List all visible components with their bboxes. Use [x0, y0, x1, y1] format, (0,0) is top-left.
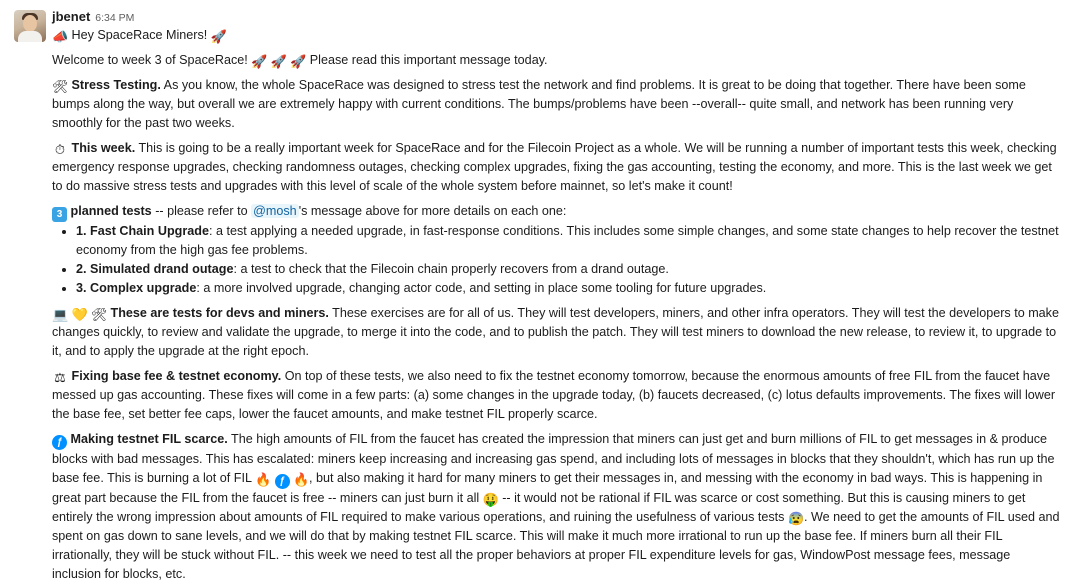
planned-post: 's message above for more details on each one:	[298, 204, 567, 218]
list-item-body: : a test to check that the Filecoin chain properly recovers from a drand outage.	[233, 262, 669, 276]
planned-pre: -- please refer to	[155, 204, 248, 218]
hammer-pick-icon: 🛠	[91, 307, 108, 322]
rocket-icon: 🚀	[270, 54, 287, 69]
message-header	[52, 8, 1062, 26]
greeting-line	[52, 26, 1062, 45]
week-body: This is going to be a really important week for SpaceRace and for the Filecoin Project as a whole. We will be running a number of important tests this week, checking emergency response upgrades, checking randomness outages, checking complex upgrades, fixing the gas accounting, testing the economy, and more. This is the last week we get to do massive stress tests and upgrades with this level of scale of the whole system before mainnet, so let's make it count!	[52, 141, 1057, 193]
message-content	[52, 8, 1062, 584]
scarce-title: Making testnet FIL scarce.	[70, 432, 228, 446]
timestamp[interactable]: 6:34 PM	[95, 12, 135, 24]
fee-paragraph	[52, 367, 1062, 424]
list-item-title: 2. Simulated drand outage	[76, 262, 234, 276]
laptop-icon: 💻	[52, 307, 69, 322]
greeting-text: Hey SpaceRace Miners!	[71, 28, 208, 42]
fire-icon: 🔥	[293, 472, 310, 487]
fee-body: On top of these tests, we also need to fix the testnet economy tomorrow, because the enormous amounts of free FIL from the faucet have messed up gas accounting. These fixes will come in a few parts: (a) some changes in the upgrade today, (b) faucets decreased, (c) lotus defaults improvements. The fixes will lower the base fee, set better fee caps, lower the faucet amounts, and make testnet FIL properly scarce.	[52, 369, 1056, 421]
welcome-line	[52, 51, 1062, 70]
rocket-icon: 🚀	[210, 29, 227, 44]
list-item-body: : a test applying a needed upgrade, in fast-response conditions. This includes some simple changes, and some state changes to help recover the testnet economy from the high gas fee problems.	[76, 224, 1059, 257]
scarce-body-3: -- it would not be rational if FIL was scarce or cost something. But this is causing miners to get entirely the wrong impression about amounts of FIL required to make various operations, and ruining the usefulness of various tests	[52, 491, 1026, 524]
welcome-tail-text: Please read this important message today.	[309, 53, 548, 67]
filecoin-icon: ƒ	[52, 435, 67, 450]
week-title: This week.	[71, 141, 136, 155]
scarce-body-4: . We need to get the amounts of FIL used and spent on gas down to sane levels, and we will do that by making testnet FIL scarce. This will make it much more irrational to run up the base fee. If miners burn all their FIL irrationally, they will be stuck without FIL. -- this week we need to test all the proper behaviors at proper FIL expenditure levels for gas, WindowPost message fees, message inclusion for blocks, etc.	[52, 510, 1060, 581]
scales-icon: ⚖	[54, 370, 66, 385]
planned-title: planned tests	[70, 204, 152, 218]
week-paragraph	[52, 139, 1062, 196]
heart-icon: 💛	[71, 307, 88, 322]
stopwatch-icon: ⏱	[54, 142, 66, 157]
scarce-paragraph	[52, 430, 1062, 584]
hammer-wrench-icon: 🛠	[52, 79, 69, 94]
list-item-title: 1. Fast Chain Upgrade	[76, 224, 209, 238]
mention-mosh[interactable]: @mosh	[253, 204, 297, 218]
stress-title: Stress Testing.	[71, 78, 161, 92]
planned-paragraph	[52, 202, 1062, 222]
devs-title: These are tests for devs and miners.	[110, 306, 329, 320]
rocket-icon: 🚀	[251, 54, 268, 69]
scarce-body-1: The high amounts of FIL from the faucet has created the impression that miners can just get and burn millions of FIL to get messages in & produce blocks with bad messages. This has escalated: miners keep increasing and increasing gas spend, and including lots of messages in blocks that they shouldn't, which has run up the base fee. This is burning a lot of FIL	[52, 432, 1055, 485]
fee-title: Fixing base fee & testnet economy.	[71, 369, 282, 383]
list-item	[76, 222, 1062, 260]
filecoin-icon: ƒ	[275, 474, 290, 489]
author-name[interactable]: jbenet	[52, 9, 91, 24]
list-item	[76, 279, 1062, 298]
planned-tests-list	[52, 222, 1062, 298]
fire-icon: 🔥	[255, 472, 272, 487]
list-item-body: : a more involved upgrade, changing actor code, and setting in place some tooling for future upgrades.	[196, 281, 767, 295]
welcome-text: Welcome to week 3 of SpaceRace!	[52, 53, 248, 67]
stress-body: As you know, the whole SpaceRace was designed to stress test the network and find problems. It is great to be doing that together. There have been some bumps along the way, but overall we are extremely happy with current conditions. The bumps/problems have been --overall-- quite small, and network has been running very smoothly for the past two weeks.	[52, 78, 1026, 130]
scarce-body-2: , but also making it hard for many miners to get their messages in, and messing with the economy in bad ways. This is happening in great part because the FIL from the faucet is free -- miners can just burn it all	[52, 471, 1043, 505]
devs-paragraph	[52, 304, 1062, 361]
rocket-icon: 🚀	[290, 54, 307, 69]
anxious-sweat-face-icon: 😰	[787, 511, 805, 526]
stress-paragraph	[52, 76, 1062, 133]
keycap-3-icon: 3	[52, 207, 67, 222]
avatar[interactable]	[14, 10, 46, 42]
list-item-title: 3. Complex upgrade	[76, 281, 197, 295]
money-mouth-face-icon: 🤑	[482, 492, 499, 507]
devs-body: These exercises are for all of us. They will test developers, miners, and other infra operators. They will test the developers to make changes quickly, to review and validate the upgrade, to merge it into the code, and to publish the patch. They will test miners to download the new release, to review it, to upgrade to it, and to apply the upgrade at the right epoch.	[52, 306, 1059, 358]
list-item	[76, 260, 1062, 279]
megaphone-icon: 📣	[52, 29, 69, 44]
